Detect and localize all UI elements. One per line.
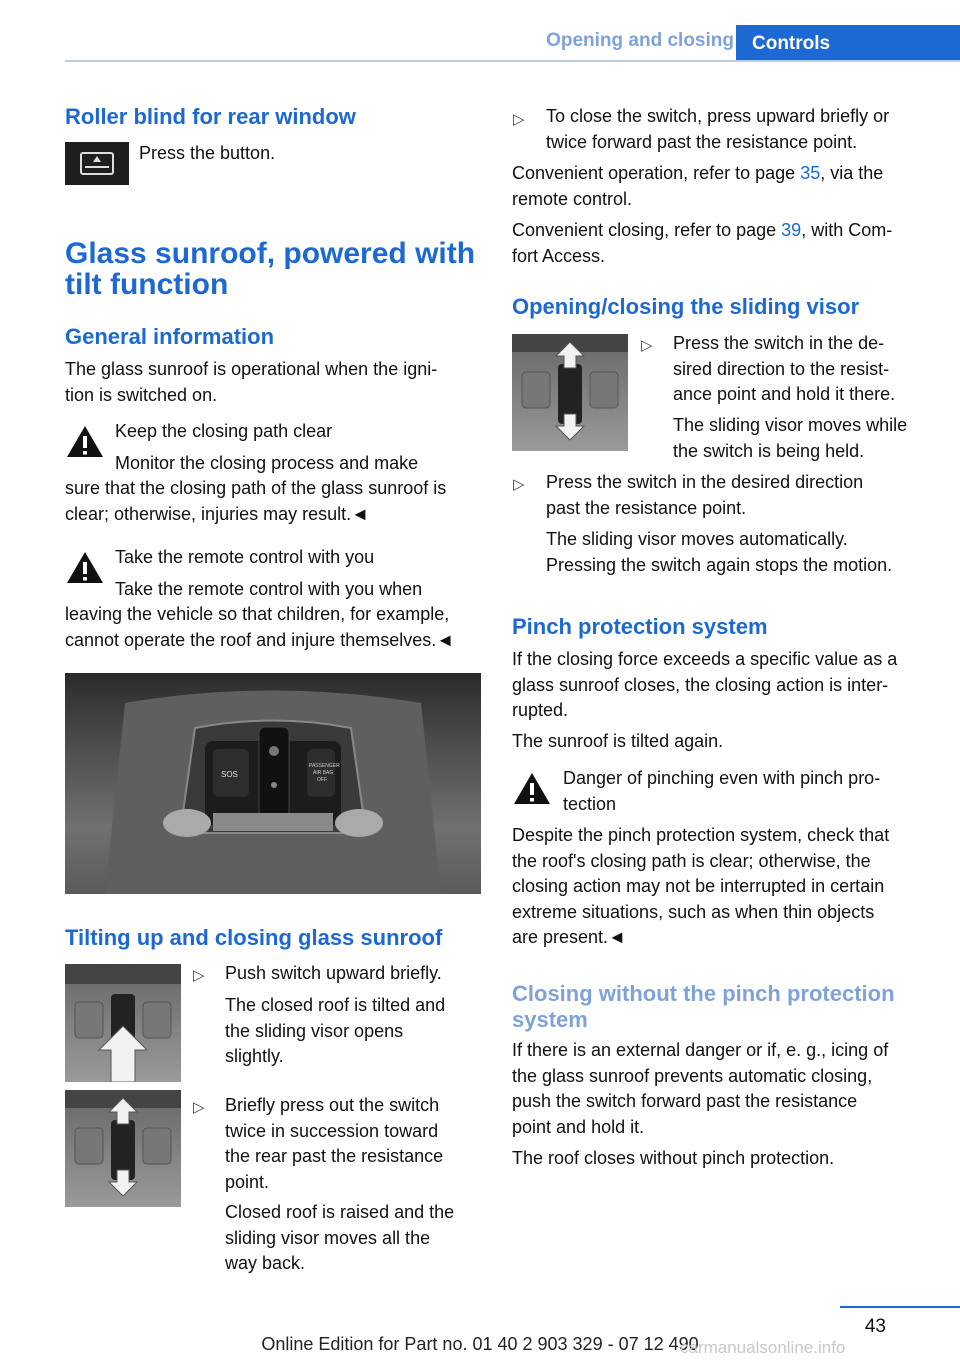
pinch-tilted-text: The sunroof is tilted again. — [512, 731, 724, 751]
text-line: Press the switch in the desired direction — [546, 472, 864, 492]
warning-2-title: Take the remote control with you — [115, 547, 375, 567]
warning-2-body — [65, 602, 454, 653]
text-line: Despite the pinch protection system, check that — [512, 825, 890, 845]
roller-blind-heading: Roller blind for rear window — [65, 104, 356, 129]
convenient-operation-text — [512, 161, 883, 212]
warning-icon — [65, 424, 105, 460]
text-line: clear; otherwise, injuries may result.◄ — [65, 503, 369, 524]
text-line: cannot operate the roof and injure themselves.◄ — [65, 629, 455, 650]
switch-illustration — [65, 1090, 181, 1207]
roller-blind-text: Press the button. — [139, 143, 276, 163]
photo-label-airbag: AIR BAG — [313, 770, 334, 776]
bullet-icon: ▷ — [193, 967, 205, 984]
switch-illustration — [512, 334, 628, 451]
text-line: slightly. — [225, 1046, 284, 1066]
photo-label-off: OFF — [317, 777, 327, 783]
text-line: leaving the vehicle so that children, for example, — [65, 604, 450, 624]
watermark: carmanualsonline.info — [680, 1338, 846, 1357]
text-line: Briefly press out the switch — [225, 1095, 440, 1115]
text-line: fort Access. — [512, 245, 606, 266]
closing-without-pinch-text — [512, 1038, 888, 1140]
main-heading-line-1: Glass sunroof, powered with — [65, 237, 476, 270]
text-line — [512, 161, 883, 187]
page-number: 43 — [864, 1316, 886, 1337]
text-line: the switch is being held. — [673, 440, 865, 461]
text-line: The glass sunroof is operational when the igni- — [65, 359, 438, 379]
footer-rule — [840, 1306, 960, 1308]
bullet-icon: ▷ — [513, 476, 525, 493]
visor-step-2-result — [546, 527, 892, 578]
visor-step-1-text — [673, 331, 895, 408]
text-line — [512, 218, 892, 244]
text-line: point and hold it. — [512, 1116, 645, 1137]
warning-1-title: Keep the closing path clear — [115, 421, 333, 441]
switch-press-out-image — [65, 1090, 181, 1207]
warning-3-body — [512, 823, 889, 951]
text-line: The closed roof is tilted and — [225, 995, 446, 1015]
text-line: the glass sunroof prevents automatic closing, — [512, 1065, 873, 1086]
visor-step-1-result — [673, 413, 907, 464]
text-line: are present.◄ — [512, 927, 626, 947]
text-line: glass sunroof closes, the closing action is inter- — [512, 674, 889, 695]
text-line: The sliding visor moves while — [673, 415, 908, 435]
main-heading-line-2: tilt function — [65, 268, 229, 301]
text-line: the roof's closing path is clear; otherwise, the — [512, 850, 871, 871]
text-line: the rear past the resistance — [225, 1146, 444, 1166]
header-chapter-tab: Controls — [736, 25, 960, 62]
footer-edition: Online Edition for Part no. 01 40 2 903 329 - 07 12 490 — [261, 1334, 699, 1354]
close-switch-text — [546, 104, 889, 155]
text-line: push the switch forward past the resistance — [512, 1091, 858, 1111]
warning-icon — [512, 771, 552, 807]
text-line: ance point and hold it there. — [673, 384, 896, 404]
general-info-heading: General information — [65, 324, 275, 349]
closing-without-pinch-heading — [512, 981, 895, 1033]
header-section-title: Opening and closing — [546, 30, 734, 51]
text-line: past the resistance point. — [546, 497, 747, 518]
text-line: rupted. — [512, 700, 569, 720]
step-2-result — [225, 1200, 454, 1277]
switch-visor-image — [512, 334, 628, 451]
bullet-icon: ▷ — [513, 111, 525, 128]
text-span: Convenient closing, refer to page — [512, 220, 782, 240]
heading-line: system — [512, 1007, 588, 1032]
pinch-protection-text — [512, 647, 897, 724]
warning-3-title — [563, 766, 880, 817]
text-line: If there is an external danger or if, e. g., icing of — [512, 1040, 889, 1060]
text-line: If the closing force exceeds a specific value as a — [512, 649, 898, 669]
warning-1-line: Monitor the closing process and make — [115, 453, 419, 473]
photo-label-passenger: PASSENGER — [309, 763, 340, 769]
text-span: Convenient operation, refer to page — [512, 163, 801, 183]
text-line: way back. — [225, 1253, 306, 1273]
closes-without-pinch-text: The roof closes without pinch protection. — [512, 1148, 835, 1168]
text-line: sired direction to the resist- — [673, 358, 890, 379]
general-info-text — [65, 357, 437, 408]
roller-blind-button-image — [65, 142, 129, 185]
text-line: sliding visor moves all the — [225, 1227, 431, 1248]
text-line: The sliding visor moves automatically. — [546, 529, 848, 549]
text-line: closing action may not be interrupted in certain — [512, 876, 885, 896]
header-rule — [65, 60, 960, 62]
page-link-35[interactable]: 35 — [800, 163, 821, 183]
text-line: sure that the closing path of the glass sunroof is — [65, 478, 447, 498]
photo-label-sos: SOS — [221, 770, 238, 779]
step-2-text — [225, 1093, 443, 1195]
warning-icon — [65, 550, 105, 586]
text-line: twice forward past the resistance point. — [546, 131, 858, 152]
warning-2-line: Take the remote control with you when — [115, 579, 423, 599]
text-line: Closed roof is raised and the — [225, 1202, 455, 1222]
text-line: Pressing the switch again stops the motion. — [546, 554, 893, 575]
visor-step-2-text — [546, 470, 863, 521]
step-1-result — [225, 993, 445, 1070]
text-line: the sliding visor opens — [225, 1020, 404, 1041]
pinch-protection-heading: Pinch protection system — [512, 614, 768, 639]
step-1-text: Push switch upward briefly. — [225, 963, 442, 983]
switch-push-up-image — [65, 964, 181, 1082]
main-heading — [65, 238, 475, 300]
text-line: Press the switch in the de- — [673, 333, 885, 353]
text-line: remote control. — [512, 188, 633, 209]
bullet-icon: ▷ — [193, 1099, 205, 1116]
switch-illustration — [65, 964, 181, 1082]
text-line: tection — [563, 793, 617, 814]
text-line: point. — [225, 1171, 270, 1192]
text-line: tion is switched on. — [65, 384, 218, 405]
convenient-closing-text — [512, 218, 892, 269]
tilting-heading: Tilting up and closing glass sunroof — [65, 925, 443, 950]
text-line: extreme situations, such as when thin objects — [512, 901, 875, 922]
text-line: To close the switch, press upward briefly or — [546, 106, 890, 126]
page-link-39[interactable]: 39 — [781, 220, 802, 240]
overhead-console-illustration — [65, 673, 481, 894]
heading-line: Closing without the pinch protection — [512, 981, 895, 1006]
warning-1-body — [65, 476, 446, 527]
overhead-console-photo — [65, 673, 481, 894]
text-span: , via the — [820, 163, 884, 183]
bullet-icon: ▷ — [641, 337, 653, 354]
roller-blind-icon — [65, 142, 129, 185]
text-span: , with Com- — [801, 220, 893, 240]
text-line: Danger of pinching even with pinch pro- — [563, 768, 881, 788]
text-line: twice in succession toward — [225, 1120, 439, 1141]
sliding-visor-heading: Opening/closing the sliding visor — [512, 294, 860, 319]
